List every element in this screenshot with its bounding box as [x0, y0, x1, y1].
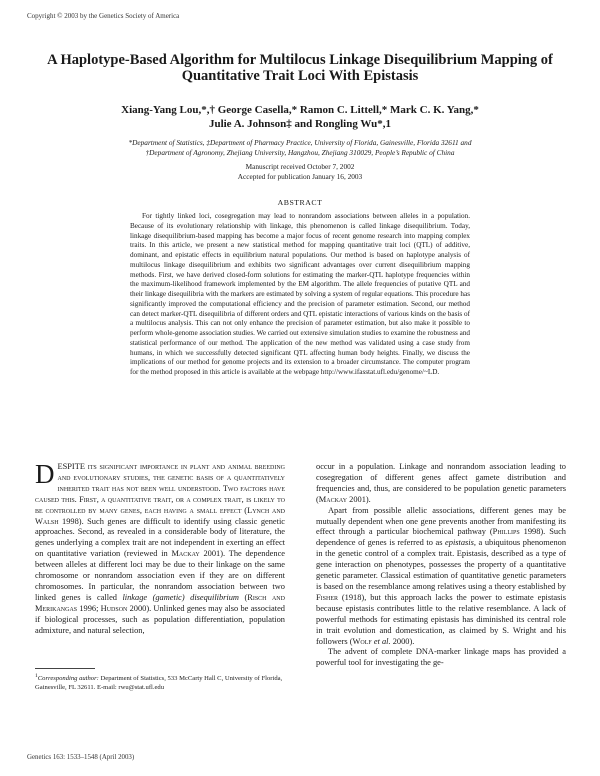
- term-et-al: et al.: [373, 636, 391, 646]
- right-paragraph-3: The advent of complete DNA-marker linkage maps has provided a powerful tool for investigating the ge-: [316, 647, 566, 668]
- citation-wolf: Wolf: [352, 636, 372, 646]
- paper-title: A Haplotype-Based Algorithm for Multilocus Linkage Disequilibrium Mapping of Quantitative Trait Loci With Epistasis: [47, 52, 553, 84]
- intro-text-d: (: [238, 592, 248, 602]
- right-text-e: , a ubiquitous phenomenon in the genetic control of a complex trait. Epistasis, described as a type of gene interaction on phenotypes, possesses the property of a quantitative genetic parameter. Classical estimation of quantitative genetic parameters is based on the resemblance among relatives using a theory established by: [316, 538, 567, 591]
- citation-risch-merikangas: Risch and Merikangas: [35, 592, 285, 613]
- right-text-a: occur in a population. Linkage and nonrandom association leading to cosegregation of different genes affect gamete distribution and frequencies and, thus, are considered to be population genetic parameters (: [316, 462, 566, 504]
- author-line-1: Xiang-Yang Lou,*,† George Casella,* Ramon C. Littell,* Mark C. K. Yang,*: [121, 104, 479, 116]
- received-date: Manuscript received October 7, 2002: [245, 162, 355, 171]
- intro-text-a: ESPITE its significant importance in plant and animal breeding and evolutionary studies, the genetic basis of a quantitatively inherited trait has not been well understood. Two factors have caused this. First, a quantitative trait, or a complex trait, is likely to be controlled by many genes, each having a small effect (: [35, 462, 285, 515]
- right-text-c: Apart from possible allelic associations, different genes may be mutually dependent when one gene prevents another from manifesting its effect through a particular biochemical pathway (: [316, 505, 566, 537]
- right-paragraph-2: [316, 506, 566, 648]
- citation-phillips: Phillips: [492, 527, 520, 537]
- right-text-f: (1918), but this approach lacks the power to estimate epistasis because epistasis contributes little to the relative resemblance. A lack of powerful methods for estimating epistasis has diminished its central role in trait evolution and domestication, as claimed by S. Wright and his followers (: [316, 592, 566, 646]
- intro-text-c: 2001). The dependence between alleles at different loci may be due to their linkage on the same chromosome or nonrandom association even if they are on different chromosomes. In particular, the nonrandom association between two linked genes is called: [35, 549, 286, 602]
- affiliation-line-1: *Department of Statistics, ‡Department of Pharmacy Practice, University of Florida, Gainesville, Florida 32611 and: [128, 138, 472, 147]
- affiliations: [60, 138, 540, 158]
- copyright-notice: Copyright © 2003 by the Genetics Society of America: [27, 12, 180, 20]
- accepted-date: Accepted for publication January 16, 2003: [237, 172, 363, 181]
- right-text-g: 2000).: [390, 636, 415, 646]
- intro-text-b: 1998). Such genes are difficult to identify using classic genetic approaches. Second, as revealed in a considerable body of literature, the genes underlying a complex trait are not independent in exerting an effect on quantitative variation (reviewed in: [35, 516, 285, 559]
- citation-mackay-2: Mackay: [318, 494, 348, 504]
- footnote-label: Corresponding author:: [37, 675, 99, 683]
- body-column-right: [316, 462, 566, 669]
- right-text-d: 1998). Such dependence of genes is referred to as: [316, 527, 566, 548]
- citation-mackay: Mackay: [171, 549, 200, 559]
- abstract-text: For tightly linked loci, cosegregation may lead to nonrandom associations between alleles in a population. Because of its evolutionary relationship with linkage, this phenomenon is called linkage disequilibrium. Today, linkage disequilibrium-based mapping has become a major focus of recent genome research into mapping complex traits. In this article, we present a new statistical method for mapping quantitative trait loci (QTL) of additive, dominant, and epistatic effects in equilibrium natural populations. Our method is based on haplotype analysis of multilocus linkage disequilibrium and exhibits two significant advantages over current disequilibrium mapping methods. First, we have derived closed-form solutions for estimating the marker-QTL haplotype frequencies within the maximum-likelihood framework implemented by the EM algorithm. The allele frequencies of putative QTL and their linkage disequilibria with the markers are estimated by solving a system of regular equations. This procedure has significantly improved the computational efficiency and the precision of parameter estimation. Second, our method can detect marker-QTL disequilibria of different orders and QTL epistatic interactions of various kinds on the basis of a multilocus analysis. This can not only enhance the precision of parameter estimation, but also make it possible to perform whole-genome association studies. We carried out extensive simulation studies to examine the robustness and statistical performance of our method. The application of the new method was validated using a case study from humans, in which we successfully detected significant QTL affecting human body heights. Finally, we discuss the implications of our method for genome projects and its extension to a broader circumstance. The computer program for the method proposed in this article is available at the webpage http://www.ifasstat.ufl.edu/genome/~LD.: [130, 212, 471, 376]
- drop-cap: D: [35, 459, 55, 489]
- citation-lynch-walsh: Lynch and Walsh: [35, 505, 285, 526]
- intro-text-e: 1996;: [77, 603, 101, 613]
- term-linkage-disequilibrium: linkage (gametic) disequilibrium: [122, 592, 239, 602]
- body-column-left: [35, 459, 286, 637]
- citation-hudson: Hudson: [100, 603, 128, 613]
- citation-fisher: Fisher: [316, 592, 338, 602]
- author-list: [40, 103, 560, 131]
- right-text-b: 2001).: [347, 494, 371, 504]
- intro-text-f: 2000). Unlinked genes may also be associated if biological processes, such as population differentiation, population admixture, and natural selection,: [35, 603, 285, 635]
- manuscript-dates: [60, 162, 540, 182]
- abstract-heading: ABSTRACT: [277, 198, 323, 207]
- intro-paragraph-1: [35, 459, 286, 637]
- term-epistasis: epistasis: [445, 538, 474, 548]
- footnote-divider: [35, 668, 95, 669]
- right-paragraph-1: [316, 462, 566, 506]
- corresponding-author-footnote: [35, 672, 290, 692]
- affiliation-line-2: †Department of Agronomy, Zhejiang University, Hangzhou, Zhejiang 310029, People’s Republic of China: [145, 148, 455, 157]
- journal-citation: Genetics 163: 1533–1548 (April 2003): [27, 754, 135, 761]
- footnote-text: Department of Statistics, 533 McCarty Hall C, University of Florida, Gainesville, FL 32611. E-mail: rwu@stat.ufl.edu: [35, 675, 283, 692]
- author-line-2: Julie A. Johnson‡ and Rongling Wu*,1: [208, 118, 392, 130]
- footnote-mark: 1: [35, 673, 38, 679]
